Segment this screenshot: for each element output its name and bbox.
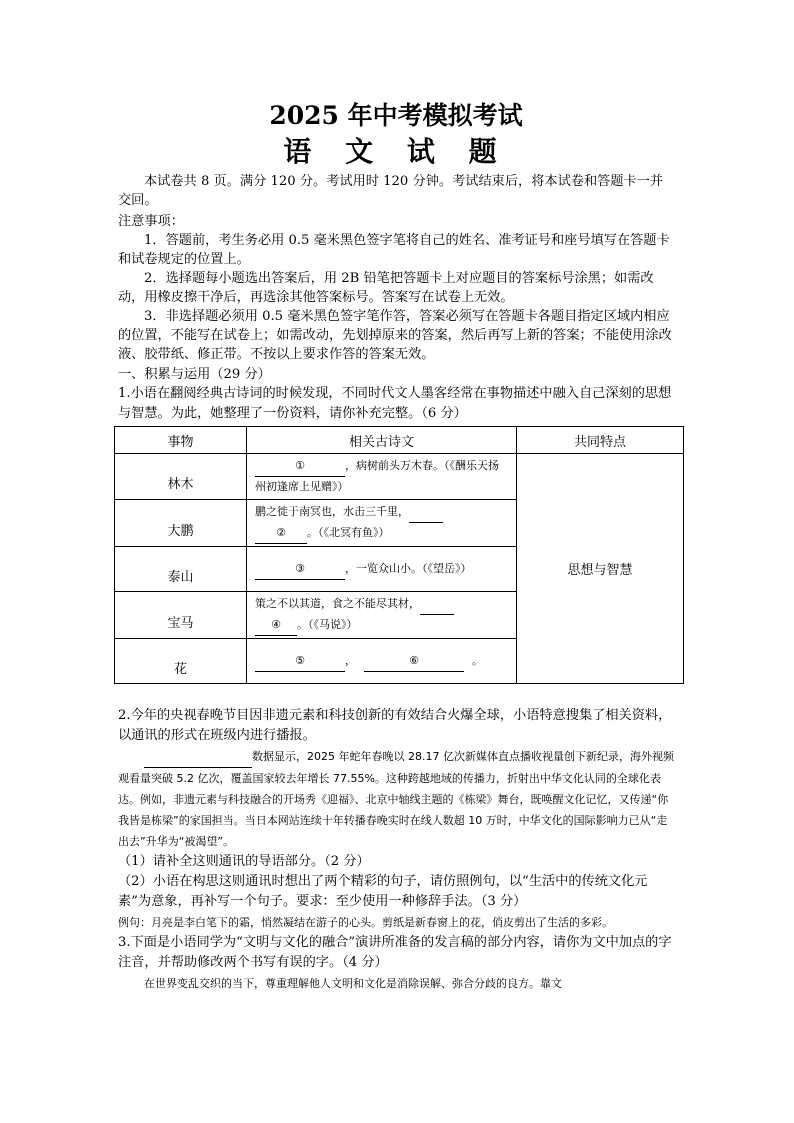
poetry-table bbox=[114, 426, 684, 684]
poem-text: 。（《北冥有鱼》） bbox=[307, 526, 390, 539]
thing-label: 宝马 bbox=[167, 615, 194, 631]
thing-cell bbox=[115, 547, 247, 592]
question-3-stem: 3.下面是小语同学为“文明与文化的融合”演讲所准备的发言稿的部分内容，请你为文中加点的字注音，并帮助修改两个书写有误的字。（4 分） bbox=[118, 935, 672, 970]
notes-heading: 注意事项： bbox=[118, 214, 184, 229]
fill-blank-line[interactable] bbox=[420, 594, 454, 615]
fill-blank[interactable]: ③ bbox=[255, 559, 345, 580]
speech-text: 在世界变乱交织的当下，尊重理解他人文明和文化是消除误解、弥合分歧的良方。靠文 bbox=[144, 977, 562, 990]
question-2-sub2: （2）小语在构思这则通讯时想出了两个精彩的句子，请仿照例句，以“生活中的传统文化元素”为意象，再补写一个句子。要求：至少使用一种修辞手法。（3 分） bbox=[118, 874, 648, 909]
news-text bbox=[118, 746, 674, 852]
table-header: 共同特点 bbox=[517, 427, 684, 454]
table-row bbox=[115, 454, 684, 500]
poem-cell bbox=[247, 454, 517, 500]
lead-blank[interactable] bbox=[144, 746, 252, 768]
poem-cell bbox=[247, 547, 517, 592]
poem-text: ，病树前头万木春。（《酬乐天扬州初逢席上见赠》） bbox=[255, 459, 499, 493]
poem-cell bbox=[247, 500, 517, 547]
poem-cell bbox=[247, 592, 517, 639]
note-item: 2．选择题每小题选出答案后，用 2B 铅笔把答题卡上对应题目的答案标号涂黑；如需改动，用橡皮擦干净后，再选涂其他答案标号。答案写在试卷上无效。 bbox=[118, 271, 654, 305]
exam-page bbox=[118, 100, 674, 994]
thing-cell bbox=[115, 454, 247, 500]
poem-cell bbox=[247, 639, 517, 684]
news-body: 数据显示，2025 年蛇年春晚以 28.17 亿次新媒体直点播收视量创下新纪录，海外视频观看量突破 5.2 亿次，覆盖国家较去年增长 77.55%。这种跨越地域的传播力，折射出中华文化认同的全球化表达。例如，非遗元素与科技融合的开场秀《迎福》、北京中轴线主题的《栋梁》舞台，既唤醒文化记忆，又传递“你我皆是栋梁”的家国担当。当日本网站连续十年转播春晚实时在线人数超 10 万时，中华文化的国际影响力已从“走出去”升华为“被渴望”。 bbox=[118, 750, 674, 848]
thing-cell bbox=[115, 592, 247, 639]
fill-blank[interactable]: ② bbox=[255, 523, 307, 544]
table-header-row bbox=[115, 427, 684, 454]
thing-label: 大鹏 bbox=[167, 523, 194, 539]
table-header: 相关古诗文 bbox=[247, 427, 517, 454]
thing-label: 林木 bbox=[167, 477, 194, 492]
fill-blank[interactable]: ④ bbox=[255, 615, 297, 636]
section-heading: 一、积累与运用（29 分） bbox=[118, 367, 271, 382]
question-2-sub1: （1）请补全这则通讯的导语部分。（2 分） bbox=[118, 854, 370, 869]
fill-blank[interactable]: ① bbox=[255, 456, 345, 477]
exam-subtitle: 语 文 试 题 bbox=[283, 135, 509, 168]
poem-text: 鹏之徙于南冥也，水击三千里， bbox=[255, 505, 409, 518]
common-feature-cell: 思想与智慧 bbox=[517, 454, 684, 684]
thing-cell bbox=[115, 500, 247, 547]
poem-text: ，一览众山小。（《望岳》） bbox=[345, 561, 472, 575]
note-item: 1．答题前，考生务必用 0.5 毫米黑色签字笔将自己的姓名、准考证号和座号填写在答题卡和试卷规定的位置上。 bbox=[118, 233, 670, 267]
table-header: 事物 bbox=[115, 427, 247, 454]
thing-label: 花 bbox=[173, 661, 187, 677]
question-1-stem: 1.小语在翻阅经典古诗词的时候发现，不同时代文人墨客经常在事物描述中融入自己深刻的思想与智慧。为此，她整理了一份资料，请你补充完整。（6 分） bbox=[118, 386, 672, 421]
poem-text: 。 bbox=[472, 653, 483, 667]
question-2-stem: 2.今年的央视春晚节目因非遗元素和科技创新的有效结合火爆全球，小语特意搜集了相关资料，以通讯的形式在班级内进行播报。 bbox=[118, 708, 672, 743]
thing-label: 泰山 bbox=[167, 569, 194, 585]
thing-cell bbox=[115, 639, 247, 684]
note-item: 3．非选择题必须用 0.5 毫米黑色签字笔作答，答案必须写在答题卡各题目指定区域内相应的位置，不能写在试卷上；如需改动，先划掉原来的答案，然后再写上新的答案；不能使用涂改液、胶带纸、修正带。不按以上要求作答的答案无效。 bbox=[118, 309, 672, 362]
poem-text: 策之不以其道，食之不能尽其材， bbox=[255, 597, 420, 610]
poem-text: 。（《马说》） bbox=[297, 618, 358, 631]
fill-blank[interactable]: ⑥ bbox=[364, 651, 464, 672]
fill-blank[interactable]: ⑤ bbox=[255, 651, 345, 672]
example-sentence: 例句：月亮是李白笔下的霜，悄然凝结在游子的心头。剪纸是新春窗上的花，俏皮剪出了生活的多彩。 bbox=[118, 916, 613, 929]
fill-blank-line[interactable] bbox=[409, 502, 443, 523]
intro-text: 本试卷共 8 页。满分 120 分。考试用时 120 分钟。考试结束后，将本试卷和答题卡一并交回。 bbox=[118, 174, 664, 208]
exam-title: 2025 年中考模拟考试 bbox=[269, 101, 523, 130]
poem-text: ， bbox=[345, 653, 356, 667]
